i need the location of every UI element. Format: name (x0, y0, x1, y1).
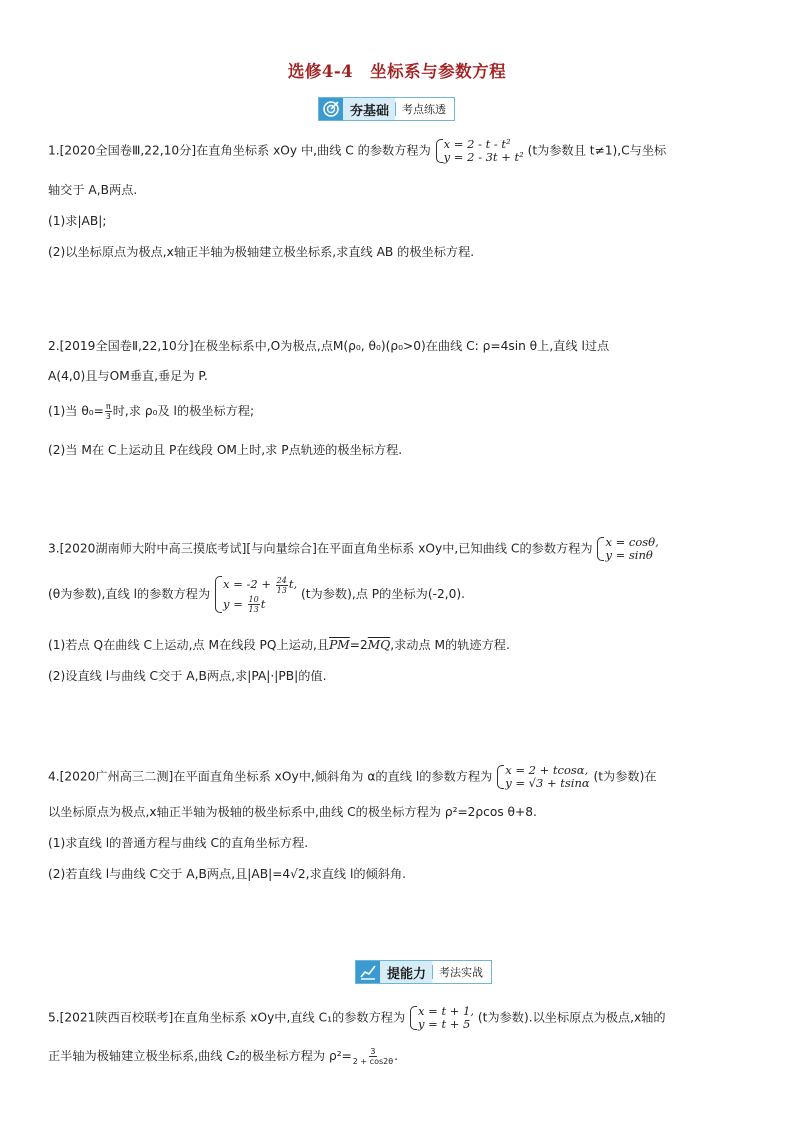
q3-line2: (θ为参数),直线 l的参数方程为 x = -2 + $\frac{24}{13}$ t, y = $\frac{10}{13}$ t (t为参数),点 P的坐标为(-2,0). (48, 575, 466, 614)
vector-pm: $\overline{PM}$ (329, 638, 350, 652)
page-title: 选修4-4 坐标系与参数方程 (287, 62, 507, 81)
q3-line1: 3.[2020湖南师大附中高三摸底考试][与向量综合]在平面直角坐标系 xOy中,已知曲线 C的参数方程为 x = cosθ, y = sinθ (48, 535, 659, 562)
badge-main-label: 夯基础 (343, 98, 395, 120)
q4-equation-system: x = 2 + tcosα, y = √3 + tsinα (496, 764, 589, 790)
q5-line1: 5.[2021陕西百校联考]在直角坐标系 xOy中,直线 C₁的参数方程为 x = t + 1, y = t + 5 (t为参数).以坐标原点为极点,x轴的 (48, 1004, 666, 1031)
vector-mq: $\overline{MQ}$ (367, 638, 391, 652)
q1-part2: (2)以坐标原点为极点,x轴正半轴为极轴建立极坐标系,求直线 AB 的极坐标方程. (48, 245, 475, 259)
q4-part2: (2)若直线 l与曲线 C交于 A,B两点,且|AB|=4√2,求直线 l的倾斜角. (48, 867, 407, 881)
q3-part1: (1)若点 Q在曲线 C上运动,点 M在线段 PQ上运动,且$\overline{PM}=2\overline{MQ}$,求动点 M的轨迹方程. (48, 638, 510, 652)
badge-sub-label: 考法实战 (439, 966, 484, 979)
q5-line2: 正半轴为极轴建立极坐标系,曲线 C₂的极坐标方程为 ρ²= $\frac{3}{2 + \cos 2\theta}$ . (48, 1047, 398, 1066)
q3-part2: (2)设直线 l与曲线 C交于 A,B两点,求|PA|·|PB|的值. (48, 669, 327, 683)
q4-line1: 4.[2020广州高三二测]在平面直角坐标系 xOy中,倾斜角为 α的直线 l的参数方程为 x = 2 + tcosα, y = √3 + tsinα (t为参数)在 (48, 763, 657, 790)
q4-part1: (1)求直线 l的普通方程与曲线 C的直角坐标方程. (48, 836, 309, 850)
q2-line1: 2.[2019全国卷Ⅱ,22,10分]在极坐标系中,O为极点,点M(ρ₀, θ₀)(ρ₀>0)在曲线 C: ρ=4sin θ上,直线 l过点 (48, 339, 610, 353)
badge-sub-label: 考点练透 (402, 103, 447, 116)
badge-main-label: 提能力 (380, 961, 432, 983)
section-badge-basic (318, 97, 455, 121)
q2-part2: (2)当 M在 C上运动且 P在线段 OM上时,求 P点轨迹的极坐标方程. (48, 443, 403, 457)
q5-equation-system: x = t + 1, y = t + 5 (409, 1005, 474, 1031)
fraction: $\frac{\pi}{3}$ (105, 402, 111, 421)
q1-equation-system: x = 2 - t - t² y = 2 - 3t + t² (435, 138, 524, 164)
q1-line2: 轴交于 A,B两点. (48, 183, 138, 197)
q1-part1: (1)求|AB|; (48, 214, 107, 228)
fraction: $\frac{3}{2 + \cos 2\theta}$ (352, 1047, 394, 1066)
section-badge-advanced (355, 960, 492, 984)
q1-line1: 1.[2020全国卷Ⅲ,22,10分]在直角坐标系 xOy 中,曲线 C 的参数方程为 x = 2 - t - t² y = 2 - 3t + t² (t为参数且 t≠1),C与坐标 (48, 137, 667, 164)
target-icon (319, 98, 343, 120)
chart-icon (356, 961, 380, 983)
q4-line2: 以坐标原点为极点,x轴正半轴为极轴的极坐标系中,曲线 C的极坐标方程为 ρ²=2ρcos θ+8. (48, 805, 537, 819)
q2-line2: A(4,0)且与OM垂直,垂足为 P. (48, 369, 208, 383)
q2-part1: (1)当 θ₀= $\frac{\pi}{3}$ 时,求 ρ₀及 l的极坐标方程; (48, 402, 255, 421)
q3-line-system: x = -2 + $\frac{24}{13}$ t, y = $\frac{10}{13}$ t (214, 575, 297, 614)
q3-curve-system: x = cosθ, y = sinθ (596, 536, 658, 562)
